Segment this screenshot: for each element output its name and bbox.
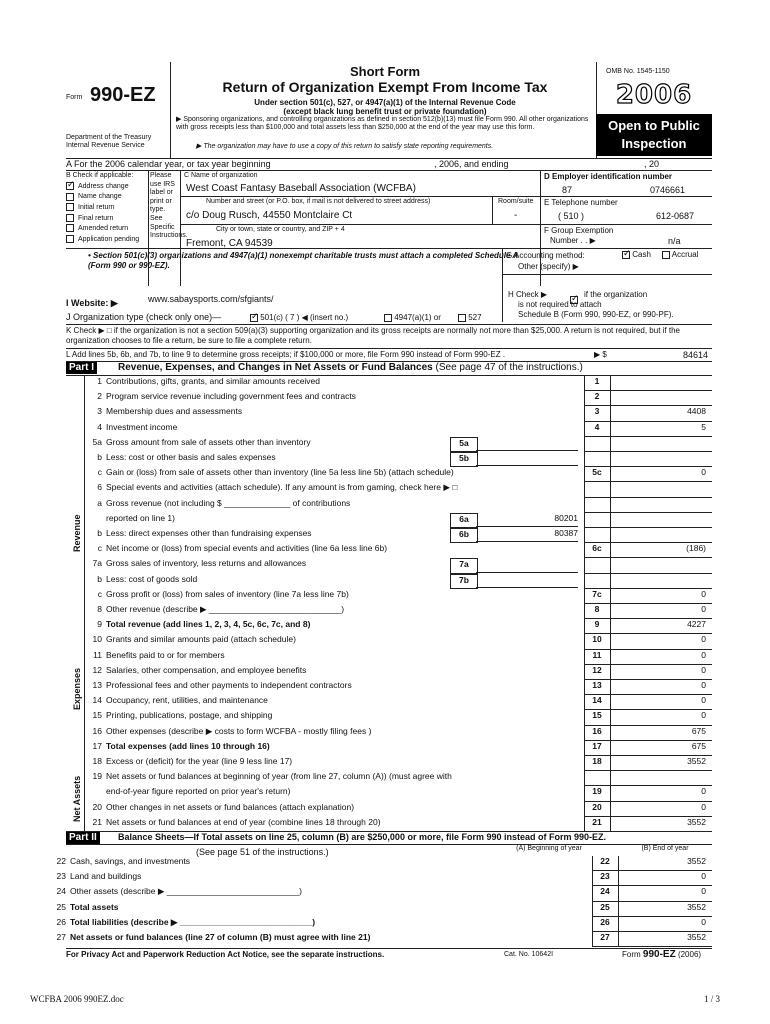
box-number: 8 [594, 604, 600, 614]
part-2-title: Balance Sheets—If Total assets on line 25, column (B) are $250,000 or more, file Form 990 instead of Form 990-EZ. [118, 832, 606, 842]
org-type-501c-number: 7 [290, 313, 295, 322]
column-rule [592, 856, 593, 947]
box-number: 6c [592, 543, 602, 554]
box-number: 11 [592, 649, 602, 660]
column-rule [618, 856, 619, 947]
amount-field[interactable]: 3552 [687, 756, 706, 766]
acct-cash-label: Cash [632, 250, 651, 259]
line-description: Investment income [106, 421, 178, 432]
form-number: 990-EZ [90, 84, 156, 106]
line-number: 9 [97, 619, 102, 630]
line-number: a [97, 497, 102, 508]
box-number: 24 [600, 886, 610, 897]
line-description: Printing, publications, postage, and shipping [106, 710, 273, 721]
website-value[interactable]: www.sabaysports.com/sfgiants/ [148, 294, 274, 304]
amount-field[interactable]: 0 [701, 916, 706, 927]
amount-field[interactable]: 4227 [687, 619, 706, 630]
line-number: 3 [97, 406, 102, 417]
line-description: Other expenses (describe ▶ costs to form WCFBA - mostly filing fees ) [106, 725, 372, 736]
line-h-text-3: Schedule B (Form 990, 990-EZ, or 990-PF). [518, 310, 674, 319]
line-k-text: K Check ▶ □ if the organization is not a section 509(a)(3) supporting organization and its gross receipts are normally not more than $25,000. A return is not required, but if the organization chooses to file a return, be sure to file a complete return. [66, 326, 680, 345]
amount-field[interactable]: 0 [701, 588, 706, 599]
line-number: 8 [97, 604, 102, 614]
open-public-1: Open to Public [608, 118, 700, 133]
box-number: 26 [600, 916, 610, 927]
line-description: Net assets or fund balances (line 27 of column (B) must agree with line 21) [70, 932, 371, 942]
acct-accrual-checkbox[interactable] [662, 251, 670, 259]
amount-field[interactable]: 3552 [687, 901, 706, 912]
amount-field[interactable]: 0 [701, 886, 706, 897]
column-rule [610, 376, 611, 832]
line-number: 7a [92, 558, 102, 569]
box-number: 17 [592, 740, 602, 751]
line-number: 20 [92, 801, 102, 812]
room-label: Room/suite [498, 198, 534, 205]
dept-treasury: Department of the Treasury [66, 134, 152, 141]
row-rule [584, 573, 712, 574]
amount-field[interactable]: 0 [701, 786, 706, 797]
line-number: 10 [92, 634, 102, 645]
acct-accrual-option[interactable] [662, 250, 698, 259]
line-number: 2 [97, 391, 102, 402]
inner-amount[interactable]: 80387 [476, 528, 578, 542]
line-h-text-2: is not required to attach [518, 300, 602, 309]
line-number: b [97, 452, 102, 462]
org-room[interactable]: - [514, 210, 518, 221]
form-subtitle-2: (except black lung benefit trust or private foundation) [283, 107, 487, 116]
row-rule [584, 770, 712, 771]
row-rule [584, 436, 712, 437]
line-h-label: H Check ▶ [508, 290, 548, 299]
line-description: Gross sales of inventory, less returns and allowances [106, 558, 307, 569]
sponsor-note: ▶ Sponsoring organizations, and controlling organizations as defined in section 512(b)(13) must file Form 990. All other organizations with gross receipts less than $100,000 and total assets less than $250,000 at the end of the year may use this form. [176, 116, 589, 131]
line-number: 16 [92, 725, 102, 736]
box-number: 2 [594, 391, 600, 402]
dept-irs: Internal Revenue Service [66, 142, 145, 149]
open-public-2: Inspection [621, 136, 687, 151]
line-description: end-of-year figure reported on prior year's return) [106, 786, 291, 797]
box-number: 5c [592, 467, 602, 478]
box-number: 14 [592, 695, 602, 706]
phone-number[interactable]: 612-0687 [656, 211, 695, 221]
line-description: Membership dues and assessments [106, 406, 243, 417]
copy-note: ▶ The organization may have to use a copy of this return to satisfy state reporting requirements. [196, 143, 494, 150]
org-type-insert-note: ) ◀ (insert no.) [296, 313, 349, 322]
line-number: 4 [97, 421, 102, 432]
checkbox[interactable] [66, 203, 74, 211]
amount-field[interactable]: 675 [691, 725, 706, 736]
line-number: 27 [56, 932, 66, 942]
line-description: Grants and similar amounts paid (attach schedule) [106, 634, 296, 645]
privacy-notice: For Privacy Act and Paperwork Reduction Act Notice, see the separate instructions. [66, 950, 385, 959]
line-number: c [97, 467, 102, 478]
part-1-title [118, 362, 583, 373]
acct-cash-checkbox[interactable] [622, 251, 630, 259]
box-number: 12 [592, 664, 602, 675]
amount-field[interactable]: 4408 [687, 406, 706, 417]
inner-box-number: 7a [450, 558, 478, 573]
form-ref-prefix: Form [622, 950, 641, 959]
street-label: Number and street (or P.O. box, if mail is not delivered to street address) [206, 198, 431, 205]
box-number: 13 [592, 680, 602, 690]
omb-number: OMB No. 1545-1150 [606, 68, 670, 75]
row-rule [584, 512, 712, 513]
amount-field[interactable]: 0 [701, 871, 706, 882]
line-number: 11 [93, 649, 102, 660]
form-prefix: Form [66, 94, 83, 101]
line-description: reported on line 1) [106, 512, 175, 523]
group-exemption-label-2: Number . . ▶ [550, 236, 596, 245]
box-number: 21 [592, 816, 602, 827]
line-description: Other assets (describe ▶ ____________________________) [70, 886, 302, 897]
amount-field[interactable]: 0 [701, 695, 706, 706]
phone-label: E Telephone number [544, 198, 618, 207]
check-option-label: Amended return [78, 225, 129, 233]
line-description: Benefits paid to or for members [106, 649, 225, 660]
line-number: 15 [92, 710, 102, 721]
amount-field[interactable]: 0 [701, 710, 706, 721]
amount-field[interactable]: 0 [701, 801, 706, 812]
footer-filename: WCFBA 2006 990EZ.doc [30, 994, 124, 1004]
check-option-label: Address change [78, 182, 129, 190]
box-number: 19 [592, 786, 602, 797]
amount-field[interactable]: 3552 [687, 932, 706, 942]
side-label-net-assets: Net Assets [72, 775, 82, 822]
amount-field[interactable]: 0 [701, 604, 706, 614]
check-option[interactable] [66, 182, 129, 190]
line-number: 26 [56, 916, 66, 927]
check-option[interactable] [66, 203, 115, 211]
line-description: Total assets [70, 901, 119, 912]
line-number: c [97, 543, 102, 554]
side-label-expenses: Expenses [72, 667, 82, 710]
org-type-4947-label: 4947(a)(1) or [394, 313, 441, 322]
line-number: 18 [92, 756, 102, 766]
box-number: 4 [594, 421, 600, 432]
amount-field[interactable]: 3552 [687, 816, 706, 827]
line-description: Total revenue (add lines 1, 2, 3, 4, 5c, 6c, 7c, and 8) [106, 619, 311, 630]
column-rule [584, 376, 585, 832]
org-city[interactable]: Fremont, CA 94539 [186, 238, 273, 249]
line-number: 13 [92, 680, 102, 690]
part-2-see-page: (See page 51 of the instructions.) [196, 847, 329, 857]
line-number: b [97, 573, 102, 584]
accounting-method-label: G Accounting method: [506, 251, 585, 260]
ein-number[interactable]: 0746661 [650, 185, 686, 195]
col-a-header: (A) Beginning of year [516, 845, 582, 852]
check-option[interactable] [66, 235, 139, 243]
title-short: Short Form [349, 64, 421, 79]
line-description: Gain or (loss) from sale of assets other than inventory (line 5a less line 5b) (attach schedule) [106, 467, 454, 478]
line-description: Less: cost of goods sold [106, 573, 198, 584]
line-description: Gross revenue (not including $ ______________ of contributions [106, 497, 351, 508]
box-number: 20 [592, 801, 602, 812]
check-option[interactable] [66, 224, 128, 232]
org-type-501c-checkbox[interactable] [250, 314, 258, 322]
box-number: 23 [600, 871, 610, 882]
form-title: Return of Organization Exempt From Income Tax [222, 79, 548, 95]
line-number: 21 [92, 816, 102, 827]
tax-year: 2006 [615, 80, 693, 110]
ein-prefix[interactable]: 87 [562, 185, 573, 195]
line-number: 17 [92, 740, 102, 751]
line-l-label: L Add lines 5b, 6b, and 7b, to line 9 to determine gross receipts; if $100,000 or more, file Form 990 instead of Form 990-EZ . [66, 350, 506, 359]
inner-amount[interactable] [476, 558, 578, 572]
inner-amount[interactable] [476, 452, 578, 466]
line-description: Special events and activities (attach schedule). If any amount is from gaming, check here ▶ □ [106, 482, 458, 493]
check-option-label: Name change [78, 193, 122, 201]
inner-box-number: 5a [450, 437, 478, 452]
check-option-label: Final return [78, 214, 114, 222]
line-number: 25 [56, 901, 66, 912]
website-label: I Website: ▶ [66, 298, 118, 308]
line-number: 12 [92, 664, 102, 675]
org-type-4947-checkbox[interactable] [384, 314, 392, 322]
ein-label: D Employer identification number [544, 172, 673, 181]
line-number: c [97, 588, 102, 599]
amount-field[interactable]: 0 [701, 649, 706, 660]
inner-box-number: 5b [450, 452, 478, 467]
line-description: Gross profit or (loss) from sales of inventory (line 7a less line 7b) [106, 588, 349, 599]
line-description: Land and buildings [70, 871, 142, 882]
amount-field[interactable]: 0 [701, 634, 706, 645]
box-number: 7c [592, 588, 602, 599]
inner-amount[interactable]: 80201 [476, 513, 578, 527]
checkbox[interactable] [66, 235, 74, 243]
line-number: 6 [97, 482, 102, 493]
line-number: 5a [92, 436, 102, 447]
line-description: Other revenue (describe ▶ ____________________________) [106, 604, 345, 614]
check-option[interactable] [66, 214, 113, 222]
org-name[interactable]: West Coast Fantasy Baseball Association (WCFBA) [186, 183, 416, 194]
box-number: 1 [594, 376, 600, 386]
box-number: 18 [592, 756, 602, 766]
org-type-527-checkbox[interactable] [458, 314, 466, 322]
line-l-arrow: ▶ $ [594, 350, 607, 359]
row-rule [584, 497, 712, 498]
line-description: Occupancy, rent, utilities, and maintenance [106, 695, 268, 706]
line-description: Other changes in net assets or fund balances (attach explanation) [106, 801, 355, 812]
footer-page-number: 1 / 3 [704, 994, 721, 1004]
form-990ez [56, 62, 712, 962]
checkbox[interactable] [66, 214, 74, 222]
checkbox[interactable] [66, 224, 74, 232]
line-description: Total liabilities (describe ▶ ____________________________) [70, 916, 316, 927]
phone-area[interactable]: ( 510 ) [558, 211, 585, 221]
line-description: Net assets or fund balances at beginning of year (from line 27, column (A)) (must agree with [106, 771, 452, 782]
line-number: 22 [56, 856, 66, 866]
org-name-label: C Name of organization [184, 172, 258, 179]
org-type-501c[interactable] [250, 313, 348, 322]
line-number: b [97, 528, 102, 538]
amount-field[interactable]: 3552 [687, 856, 706, 866]
line-description: Contributions, gifts, grants, and similar amounts received [106, 376, 321, 386]
amount-field[interactable]: (186) [686, 543, 706, 554]
line-number: 23 [56, 871, 66, 882]
form-ref-year: (2006) [677, 950, 702, 959]
form-ref [622, 949, 701, 960]
check-option-label: Application pending [78, 235, 140, 243]
check-option[interactable] [66, 193, 122, 201]
side-label-revenue: Revenue [72, 514, 82, 552]
inner-box-number: 6a [450, 513, 478, 528]
line-description: Less: direct expenses other than fundraising expenses [106, 528, 312, 538]
line-number: 1 [97, 376, 102, 386]
row-rule [584, 557, 712, 558]
col-b-header: (B) End of year [641, 845, 689, 852]
line-description: Professional fees and other payments to independent contractors [106, 680, 352, 690]
box-number: 15 [592, 710, 602, 721]
inner-amount[interactable] [476, 437, 578, 451]
cat-number: Cat. No. 10642I [504, 951, 554, 958]
part-1-title-text: Revenue, Expenses, and Changes in Net Assets or Fund Balances [118, 362, 433, 373]
irs-label-note: Please use IRS label or print or type. See Specific Instructions. [150, 172, 188, 240]
amount-field[interactable]: 5 [701, 421, 706, 432]
line-number: 19 [92, 771, 102, 782]
check-option-label: Initial return [78, 204, 115, 212]
city-label: City or town, state or country, and ZIP + 4 [216, 226, 345, 233]
amount-field[interactable]: 0 [701, 664, 706, 675]
line-a-mid: , 2006, and ending [434, 159, 509, 169]
amount-field[interactable]: 675 [691, 740, 706, 751]
amount-field[interactable]: 0 [701, 680, 706, 690]
line-description: Less: cost or other basis and sales expenses [106, 452, 276, 462]
box-number: 22 [600, 856, 610, 866]
box-number: 25 [600, 901, 610, 912]
checkbox[interactable] [66, 193, 74, 201]
line-description: Program service revenue including government fees and contracts [106, 391, 356, 402]
line-number: 24 [56, 886, 66, 897]
box-number: 16 [592, 725, 602, 736]
amount-field[interactable]: 0 [701, 467, 706, 478]
box-number: 27 [600, 932, 610, 942]
acct-other-label: Other (specify) ▶ [518, 262, 579, 271]
gross-receipts-value[interactable]: 84614 [682, 350, 708, 360]
inner-amount[interactable] [476, 574, 578, 588]
schedule-a-note: • Section 501(c)(3) organizations and 4947(a)(1) nonexempt charitable trusts must attach a completed Schedule A (Form 990 or 990-EZ). [88, 251, 518, 270]
box-number: 10 [592, 634, 602, 645]
org-type-527[interactable] [458, 313, 482, 322]
acct-cash-option[interactable] [622, 250, 651, 259]
part-1-title-note: (See page 47 of the instructions.) [435, 362, 583, 373]
box-number: 3 [594, 406, 600, 417]
line-description: Net income or (loss) from special events and activities (line 6a less line 6b) [106, 543, 388, 554]
org-type-label: J Organization type (check only one)— [66, 312, 222, 322]
line-number: 14 [92, 695, 102, 706]
line-description: Gross amount from sale of assets other than inventory [106, 436, 311, 447]
checkbox[interactable] [66, 182, 74, 190]
org-street[interactable]: c/o Doug Rusch, 44550 Montclaire Ct [186, 210, 353, 221]
row-rule [584, 451, 712, 452]
org-type-527-label: 527 [468, 313, 482, 322]
row-rule [584, 481, 712, 482]
form-subtitle-1: Under section 501(c), 527, or 4947(a)(1) of the Internal Revenue Code [254, 98, 516, 107]
row-rule [584, 527, 712, 528]
line-description: Cash, savings, and investments [70, 856, 191, 866]
acct-accrual-label: Accrual [671, 250, 699, 259]
part-2-tag: Part II [66, 832, 100, 844]
org-type-501c-label: 501(c) ( [260, 313, 288, 322]
line-description: Total expenses (add lines 10 through 16) [106, 740, 270, 751]
line-description: Net assets or fund balances at end of year (combine lines 18 through 20) [106, 816, 381, 827]
group-exemption-value[interactable]: n/a [668, 236, 681, 246]
line-h-text-1: if the organization [584, 290, 648, 299]
org-type-4947[interactable] [384, 313, 441, 322]
part-1-tag: Part I [66, 362, 97, 374]
line-description: Excess or (deficit) for the year (line 9 less line 17) [106, 756, 293, 766]
inner-box-number: 7b [450, 574, 478, 589]
section-b-label: B Check if applicable: [66, 172, 134, 179]
line-description: Salaries, other compensation, and employee benefits [106, 664, 307, 675]
line-a-end: , 20 [644, 159, 660, 169]
form-ref-number: 990-EZ [642, 949, 676, 960]
inner-box-number: 6b [450, 528, 478, 543]
box-number: 9 [594, 619, 600, 630]
line-a-label: A For the 2006 calendar year, or tax year beginning [66, 159, 271, 169]
group-exemption-label-1: F Group Exemption [544, 226, 614, 235]
